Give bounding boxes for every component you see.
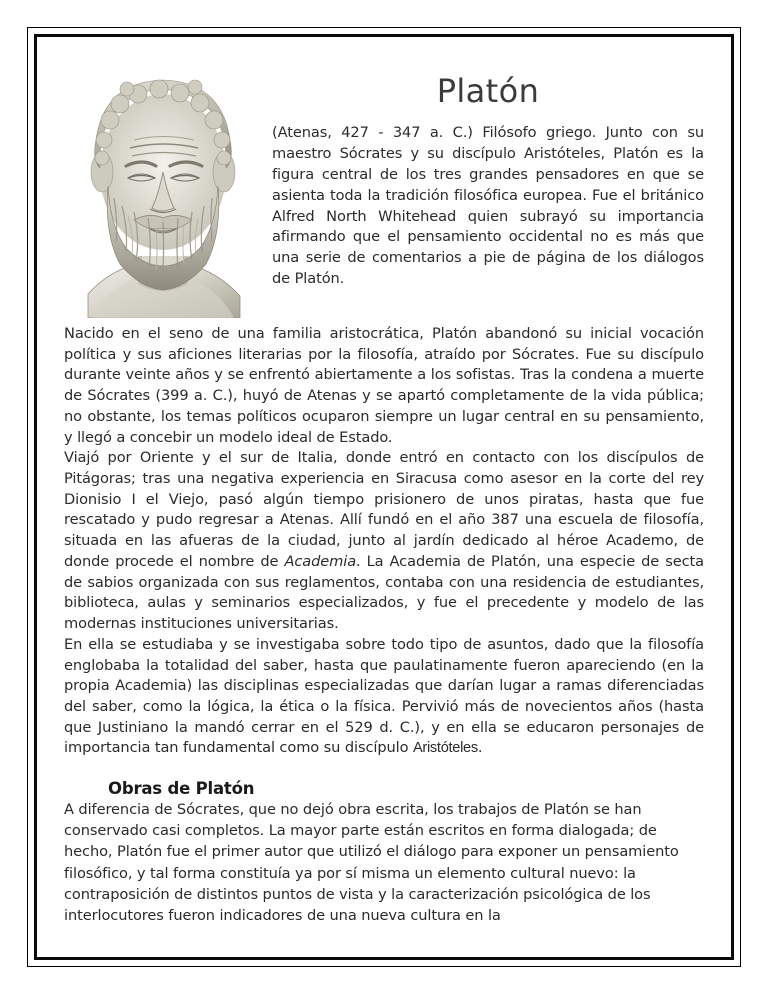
paragraph-academia-studies: [64, 635, 704, 759]
section-obras-de-platon: [64, 779, 704, 926]
aristoteles-name: Aristóteles: [413, 740, 478, 757]
studies-text-after: .: [477, 739, 483, 757]
paragraph-biography: Nacido en el seno de una familia aristocrática, Platón abandonó su inicial vocación política y sus aficiones literarias por la filosofía, atraído por Sócrates. Fue su discípulo durante veinte años y se enfrentó abiertamente a los sofistas. Tras la condena a muerte de Sócrates (399 a. C.), huyó de Atenas y se apartó completamente de la vida pública; no obstante, los temas políticos ocuparon siempre un lugar central en su pensamiento, y llegó a concebir un modelo ideal de Estado.: [64, 325, 704, 446]
body-text-block: [64, 322, 704, 759]
document-content: [64, 52, 704, 932]
academia-italic-term: Academia: [284, 552, 357, 570]
page-title: Platón: [436, 72, 540, 110]
academia-text-before: Viajó por Oriente y el sur de Italia, donde entró en contacto con los discípulos de Pitágoras; tras una negativa experiencia en Siracusa como asesor en la corte del rey Dionisio I el Viejo, pasó algún tiempo prisionero de unos piratas, hasta que fue rescatado y pudo regresar a Atenas. Allí fundó en el año 387 una escuela de filosofía, situada en las afueras de la ciudad, junto al jardín dedicado al héroe Academo, de donde procede el nombre de: [64, 449, 704, 570]
paragraph-academia: [64, 448, 704, 634]
plato-bust-image: [64, 56, 262, 318]
intro-paragraph: (Atenas, 427 - 347 a. C.) Filósofo griego. Junto con su maestro Sócrates y su discípulo Aristóteles, Platón es la figura central de los tres grandes pensadores en que se asienta toda la tradición filosófica europea. Fue el británico Alfred North Whitehead quien subrayó su importancia afirmando que el pensamiento occidental no es más que una serie de comentarios a pie de página de los diálogos de Platón.: [272, 124, 704, 288]
section-heading: Obras de Platón: [108, 779, 255, 799]
studies-text-before: En ella se estudiaba y se investigaba sobre todo tipo de asuntos, dado que la filosofía englobaba la totalidad del saber, hasta que paulatinamente fueron apareciendo (en la propia Academia) las disciplinas especializadas que darían lugar a ramas diferenciadas del saber, como la lógica, la ética o la física. Pervivió más de novecientos años (hasta que Justiniano la mandó cerrar en el 529 d. C.), y en ella se educaron personajes de importancia tan fundamental como su discípulo: [64, 635, 704, 757]
paragraph-obras: A diferencia de Sócrates, que no dejó obra escrita, los trabajos de Platón se han conservado casi completos. La mayor parte están escritos en forma dialogada; de hecho, Platón fue el primer autor que utilizó el diálogo para exponer un pensamiento filosófico, y tal forma constituía ya por sí misma un elemento cultural nuevo: la contraposición de distintos puntos de vista y la caracterización psicológica de los interlocutores fueron indicadores de una nueva cultura en la: [64, 801, 679, 924]
academia-text-after: . La Academia de Platón, una especie de secta de sabios organizada con sus reglamentos, contaba con una residencia de estudiantes, biblioteca, aulas y seminarios especializados, y fue el precedente y modelo de las modernas instituciones universitarias.: [64, 552, 705, 633]
